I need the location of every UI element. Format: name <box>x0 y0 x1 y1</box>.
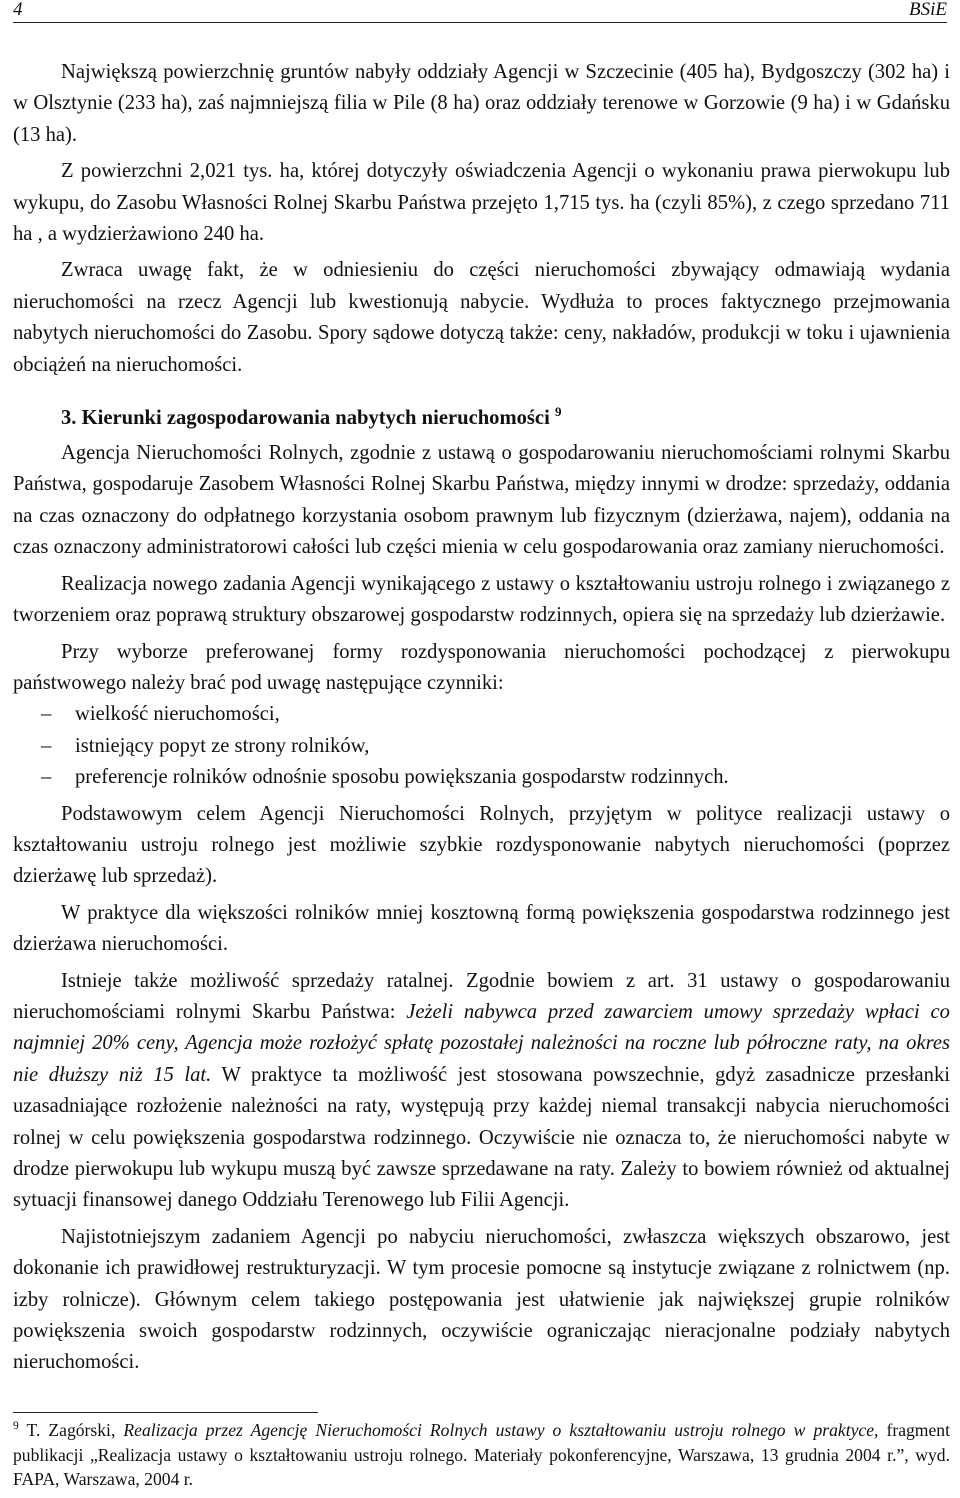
paragraph-text: W praktyce ta możliwość jest stosowana powszechnie, gdyż zasadnicze przesłanki uzasadniające rozłożenie należności na raty, występują przy każdej niemal transakcji nabycia nieruchomości rolnej w celu powiększenia gospodarstwa rodzinnego. Oczywiście nie oznacza to, że nieruchomości nabyte w drodze pierwokupu lub wykupu muszą być zawsze sprzedawane na raty. Zależy to bowiem również od aktualnej sytuacji finansowej danego Oddziału Terenowego lub Filii Agencji. <box>13 1063 950 1212</box>
list-item: – preferencje rolników odnośnie sposobu powiększania gospodarstw rodzinnych. <box>13 762 950 793</box>
paragraph <box>13 966 950 1217</box>
footnote-reference: 9 <box>554 404 562 420</box>
footnote-text: , fragment publikacji „Realizacja ustawy o kształtowaniu ustroju rolnego. Materiały pokonferencyjne, Warszawa, 13 grudnia 2004 r.”, wyd. FAPA, Warszawa, 2004 r. <box>13 1420 950 1489</box>
footnote <box>13 1418 950 1492</box>
paragraph: Podstawowym celem Agencji Nieruchomości Rolnych, przyjętym w polityce realizacji ustawy o kształtowaniu ustroju rolnego jest możliwie szybkie rozdysponowanie nabytych nieruchomości (poprzez dzierżawę lub sprzedaż). <box>13 802 950 888</box>
paragraph: Największą powierzchnię gruntów nabyły oddziały Agencji w Szczecinie (405 ha), Bydgoszczy (302 ha) i w Olsztynie (233 ha), zaś najmniejszą filia w Pile (8 ha) oraz oddziały terenowe w Gorzowie (9 ha) i w Gdańsku (13 ha). <box>13 61 950 146</box>
footnote-separator <box>13 1412 318 1413</box>
paragraph-text: Istnieje także możliwość sprzedaży ratalnej. Zgodnie bowiem z art. 31 ustawy o gospodarowaniu nieruchomościami rolnymi Skarbu Państwa: <box>13 969 950 1023</box>
list-item: – istniejący popyt ze strony rolników, <box>13 731 950 762</box>
paragraph: Przy wyborze preferowanej formy rozdysponowania nieruchomości pochodzącej z pierwokupu państwowego należy brać pod uwagę następujące czynniki: <box>13 640 950 694</box>
factor-list <box>13 699 950 793</box>
page-number: 4 <box>13 0 23 20</box>
running-header <box>13 0 947 23</box>
section-number: 3. <box>61 407 77 430</box>
quoted-statute: Jeżeli nabywca przed zawarciem umowy sprzedaży wpłaci co najmniej 20% ceny, Agencja może rozłożyć spłatę pozostałej należności na roczne lub półroczne raty, na okres nie dłuższy niż 15 lat. <box>13 1000 950 1086</box>
paragraph: Z powierzchni 2,021 tys. ha, której dotyczyły oświadczenia Agencji o wykonaniu prawa pierwokupu lub wykupu, do Zasobu Własności Rolnej Skarbu Państwa przejęto 1,715 tys. ha (czyli 85%), z czego sprzedano 711 ha , a wydzierżawiono 240 ha. <box>13 160 950 246</box>
footnote-title: Realizacja przez Agencję Nieruchomości Rolnych ustawy o kształtowaniu ustroju rolnego w praktyce <box>123 1420 875 1440</box>
paragraph: Zwraca uwagę fakt, że w odniesieniu do części nieruchomości zbywający odmawiają wydania nieruchomości na rzecz Agencji lub kwestionują nabycie. Wydłuża to proces faktycznego przejmowania nabytych nieruchomości do Zasobu. Spory sądowe dotyczą także: ceny, nakładów, produkcji w toku i ujawnienia obciążeń na nieruchomości. <box>13 259 950 376</box>
body-text <box>13 57 950 1379</box>
paragraph: W praktyce dla większości rolników mniej kosztowną formą powiększenia gospodarstwa rodzinnego jest dzierżawa nieruchomości. <box>13 901 950 956</box>
section-title: Kierunki zagospodarowania nabytych nieruchomości <box>81 407 550 430</box>
list-item: – wielkość nieruchomości, <box>13 699 950 730</box>
paragraph: Agencja Nieruchomości Rolnych, zgodnie z ustawą o gospodarowaniu nieruchomościami rolnymi Skarbu Państwa, gospodaruje Zasobem Własności Rolnej Skarbu Państwa, między innymi w drodze: sprzedaży, oddania na czas oznaczony do odpłatnego korzystania osobom prawnym lub fizycznym (dzierżawa, najem), oddania na czas oznaczony administratorowi całości lub części mienia w celu gospodarowania oraz zamiany nieruchomości. <box>13 442 950 559</box>
footnote-author: T. Zagórski, <box>26 1420 124 1440</box>
paragraph: Realizacja nowego zadania Agencji wynikającego z ustawy o kształtowaniu ustroju rolnego i związanego z tworzeniem oraz poprawą struktury obszarowej gospodarstw rodzinnych, opiera się na sprzedaży lub dzierżawie. <box>13 572 950 627</box>
footnote-number: 9 <box>13 1420 19 1432</box>
journal-name: BSiE <box>909 0 947 20</box>
paragraph: Najistotniejszym zadaniem Agencji po nabyciu nieruchomości, zwłaszcza większych obszarowo, jest dokonanie ich prawidłowej restrukturyzacji. W tym procesie pomocne są instytucje związane z rolnictwem (np. izby rolnicze). Głównym celem takiego postępowania jest ułatwienie jak największej grupie rolników powiększenia swoich gospodarstw rodzinnych, oczywiście ograniczając nieracjonalne podziały nabytych nieruchomości. <box>13 1225 950 1374</box>
section-heading <box>13 401 950 435</box>
